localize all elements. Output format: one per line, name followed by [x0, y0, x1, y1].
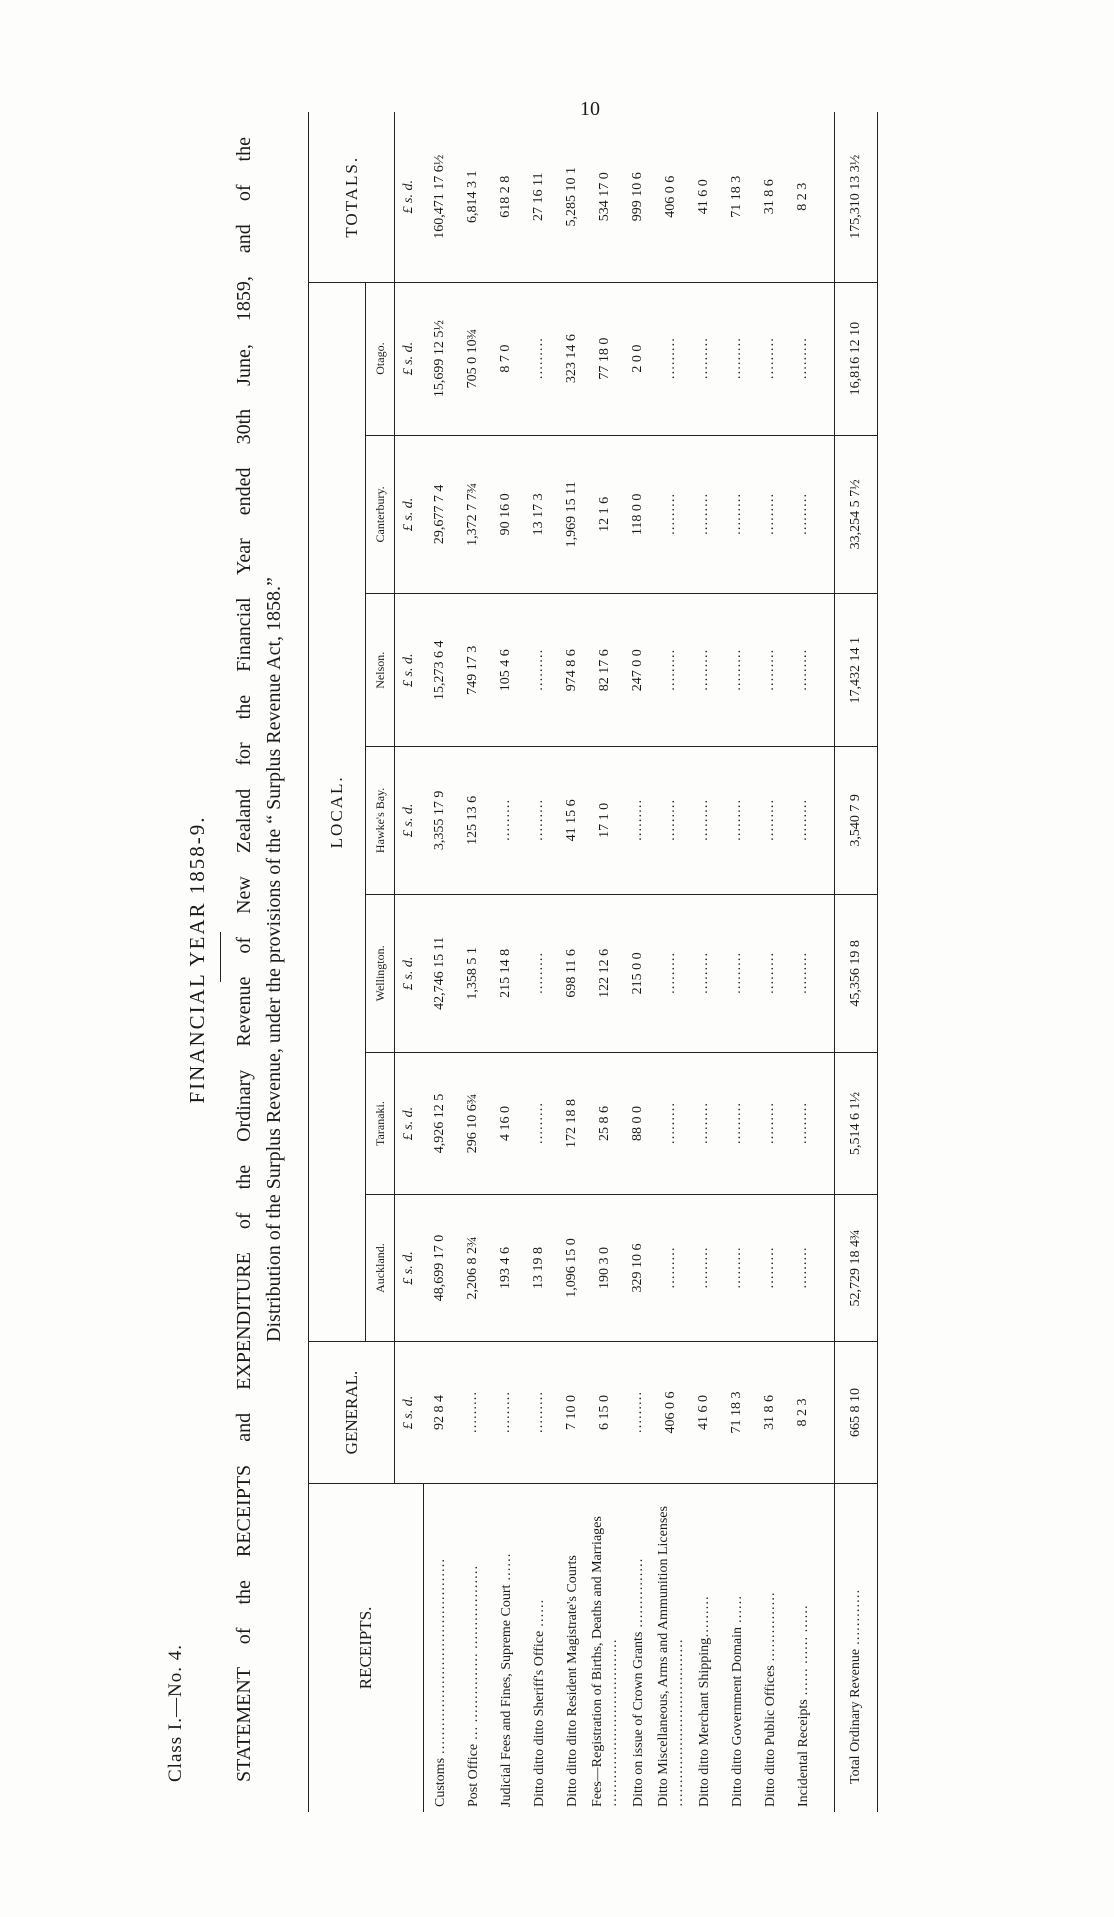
rotated-document-page	[165, 97, 965, 1822]
table-row	[655, 112, 688, 1812]
auckland-cell: 329 10 6	[622, 1194, 655, 1341]
otago-cell: ………	[688, 282, 721, 435]
wellington-cell: 42,746 15 11	[423, 894, 457, 1053]
otago-cell: 77 18 0	[589, 282, 622, 435]
statement-line-2: Distribution of the Surplus Revenue, under the provisions of the “ Surplus Revenue Act, 1858.”	[263, 577, 285, 1342]
otago-header: Otago.	[366, 282, 395, 435]
auckland-cell: 1,096 15 0	[556, 1194, 589, 1341]
auckland-cell: 48,699 17 0	[423, 1194, 457, 1341]
unit-label: £ s. d.	[401, 180, 416, 214]
spacer-row	[820, 112, 835, 1812]
auckland-cell: 190 3 0	[589, 1194, 622, 1341]
general-cell: 6 15 0	[589, 1342, 622, 1484]
totals-cell: 41 6 0	[696, 179, 711, 215]
totals-cell: 999 10 6	[630, 172, 645, 222]
totals-cell: 8 2 3	[795, 182, 810, 211]
unit-label: £ s. d.	[395, 1194, 424, 1341]
table-row	[622, 112, 655, 1812]
taranaki-cell: 172 18 8	[556, 1053, 589, 1195]
canterbury-cell: 1,969 15 11	[556, 435, 589, 594]
auckland-cell: 2,206 8 2¾	[457, 1194, 490, 1341]
unit-label: £ s. d.	[395, 435, 424, 594]
table-row	[556, 112, 589, 1812]
table-row	[423, 112, 457, 1812]
canterbury-cell: ………	[787, 435, 820, 594]
wellington-cell: ………	[787, 894, 820, 1053]
otago-cell: 8 7 0	[490, 282, 523, 435]
auckland-cell: 13 19 8	[523, 1194, 556, 1341]
otago-cell: 705 0 10¾	[457, 282, 490, 435]
nelson-cell: ………	[688, 594, 721, 747]
taranaki-cell: ………	[721, 1053, 754, 1195]
auckland-cell: ………	[688, 1194, 721, 1341]
unit-label: £ s. d.	[395, 594, 424, 747]
general-total: 665 8 10	[834, 1342, 877, 1484]
wellington-cell: ………	[688, 894, 721, 1053]
general-cell: 92 8 4	[423, 1342, 457, 1484]
taranaki-cell: 4 16 0	[490, 1053, 523, 1195]
general-cell: ………	[523, 1342, 556, 1484]
canterbury-cell: ………	[688, 435, 721, 594]
nelson-cell: ………	[787, 594, 820, 747]
canterbury-cell: ………	[721, 435, 754, 594]
canterbury-cell: ………	[655, 435, 688, 594]
hawkes-bay-header: Hawke's Bay.	[366, 747, 395, 894]
otago-cell: ………	[754, 282, 787, 435]
taranaki-cell: ………	[655, 1053, 688, 1195]
nelson-cell: 105 4 6	[490, 594, 523, 747]
totals-cell: 5,285 10 1	[564, 167, 579, 227]
grand-total: 175,310 13 3½	[834, 112, 877, 282]
totals-cell: 6,814 3 1	[465, 170, 480, 224]
hawkes-bay-cell: ………	[490, 747, 523, 894]
unit-label: £ s. d.	[395, 1342, 424, 1484]
unit-label: £ s. d.	[395, 282, 424, 435]
nelson-total: 17,432 14 1	[834, 594, 877, 747]
table-row	[754, 112, 787, 1812]
table-row	[688, 112, 721, 1812]
auckland-cell: ………	[787, 1194, 820, 1341]
row-label: Judicial Fees and Fines, Supreme Court ……	[490, 1483, 523, 1812]
row-label: Ditto ditto ditto Sheriff's Office ……	[523, 1483, 556, 1812]
nelson-header: Nelson.	[366, 594, 395, 747]
hawkes-bay-cell: 17 1 0	[589, 747, 622, 894]
otago-cell: 2 0 0	[622, 282, 655, 435]
wellington-cell: ………	[655, 894, 688, 1053]
wellington-cell: 215 0 0	[622, 894, 655, 1053]
wellington-cell: 122 12 6	[589, 894, 622, 1053]
total-row	[834, 112, 877, 1812]
auckland-cell: 193 4 6	[490, 1194, 523, 1341]
row-label: Ditto ditto Public Offices ……………	[754, 1483, 787, 1812]
taranaki-cell: ………	[754, 1053, 787, 1195]
nelson-cell: ………	[754, 594, 787, 747]
row-label: Ditto Miscellaneous, Arms and Ammunition Licenses ………………………………	[655, 1483, 688, 1812]
general-cell: ………	[622, 1342, 655, 1484]
row-label: Customs ……………………………………	[423, 1483, 457, 1812]
otago-cell: ………	[523, 282, 556, 435]
canterbury-cell: 13 17 3	[523, 435, 556, 594]
hawkes-bay-cell: ………	[688, 747, 721, 894]
otago-cell: ………	[721, 282, 754, 435]
general-cell: ………	[490, 1342, 523, 1484]
nelson-cell: 974 8 6	[556, 594, 589, 747]
hawkes-bay-cell: 41 15 6	[556, 747, 589, 894]
hawkes-bay-cell: ………	[523, 747, 556, 894]
table-row	[589, 112, 622, 1812]
table-row	[721, 112, 754, 1812]
row-label: Ditto on issue of Crown Grants ……………	[622, 1483, 655, 1812]
wellington-cell: 1,358 5 1	[457, 894, 490, 1053]
general-cell: ………	[457, 1342, 490, 1484]
otago-cell: 323 14 6	[556, 282, 589, 435]
revenue-table	[308, 112, 878, 1812]
totals-cell: 31 8 6	[762, 179, 777, 215]
auckland-total: 52,729 18 4¾	[834, 1194, 877, 1341]
row-label: Fees—Registration of Births, Deaths and Marriages ………………………………	[589, 1483, 622, 1812]
local-header: LOCAL.	[309, 282, 366, 1342]
page-number: 10	[580, 98, 600, 120]
nelson-cell: 82 17 6	[589, 594, 622, 747]
general-cell: 7 10 0	[556, 1342, 589, 1484]
wellington-header: Wellington.	[366, 894, 395, 1053]
row-label: Ditto ditto ditto Resident Magistrate's Courts	[556, 1483, 589, 1812]
totals-header: TOTALS.	[309, 112, 395, 282]
table-row	[490, 112, 523, 1812]
general-cell: 406 0 6	[655, 1342, 688, 1484]
title-divider	[220, 932, 221, 982]
nelson-cell: ………	[523, 594, 556, 747]
wellington-cell: 698 11 6	[556, 894, 589, 1053]
general-cell: 31 8 6	[754, 1342, 787, 1484]
wellington-cell: ………	[721, 894, 754, 1053]
general-cell: 8 2 3	[787, 1342, 820, 1484]
canterbury-cell: ………	[754, 435, 787, 594]
canterbury-cell: 12 1 6	[589, 435, 622, 594]
nelson-cell: 749 17 3	[457, 594, 490, 747]
general-cell: 41 6 0	[688, 1342, 721, 1484]
unit-label: £ s. d.	[395, 747, 424, 894]
otago-cell: 15,699 12 5½	[423, 282, 457, 435]
canterbury-cell: 118 0 0	[622, 435, 655, 594]
hawkes-bay-cell: ………	[787, 747, 820, 894]
row-label: Post Office … …………… ………………	[457, 1483, 490, 1812]
taranaki-cell: ………	[787, 1053, 820, 1195]
wellington-cell: 215 14 8	[490, 894, 523, 1053]
hawkes-bay-cell: 125 13 6	[457, 747, 490, 894]
taranaki-cell: ………	[523, 1053, 556, 1195]
taranaki-cell: 4,926 12 5	[423, 1053, 457, 1195]
table-row	[787, 112, 820, 1812]
totals-cell: 27 16 11	[531, 172, 546, 222]
row-label: Incidental Receipts …… …… ……	[787, 1483, 820, 1812]
hawkes-bay-total: 3,540 7 9	[834, 747, 877, 894]
taranaki-cell: 25 8 6	[589, 1053, 622, 1195]
general-header: GENERAL.	[309, 1342, 395, 1484]
taranaki-header: Taranaki.	[366, 1053, 395, 1195]
totals-cell: 406 0 6	[663, 175, 678, 218]
auckland-cell: ………	[754, 1194, 787, 1341]
row-label: Ditto ditto Merchant Shipping………	[688, 1483, 721, 1812]
nelson-cell: ………	[655, 594, 688, 747]
page-title: FINANCIAL YEAR 1858-9.	[185, 815, 209, 1104]
canterbury-cell: 29,677 7 4	[423, 435, 457, 594]
taranaki-total: 5,514 6 1½	[834, 1053, 877, 1195]
hawkes-bay-cell: ………	[754, 747, 787, 894]
canterbury-total: 33,254 5 7½	[834, 435, 877, 594]
canterbury-cell: 90 16 0	[490, 435, 523, 594]
auckland-cell: ………	[721, 1194, 754, 1341]
canterbury-cell: 1,372 7 7¾	[457, 435, 490, 594]
otago-cell: ………	[655, 282, 688, 435]
total-label: Total Ordinary Revenue …………	[834, 1483, 877, 1812]
statement-heading	[229, 137, 289, 1782]
wellington-total: 45,356 19 8	[834, 894, 877, 1053]
table-row	[457, 112, 490, 1812]
taranaki-cell: 88 0 0	[622, 1053, 655, 1195]
hawkes-bay-cell: 3,355 17 9	[423, 747, 457, 894]
nelson-cell: ………	[721, 594, 754, 747]
auckland-header: Auckland.	[366, 1194, 395, 1341]
wellington-cell: ………	[523, 894, 556, 1053]
auckland-cell: ………	[655, 1194, 688, 1341]
totals-cell: 71 18 3	[729, 175, 744, 218]
totals-cell: 534 17 0	[597, 172, 612, 222]
hawkes-bay-cell: ………	[622, 747, 655, 894]
totals-cell: 160,471 17 6½	[431, 154, 447, 239]
row-label: Ditto ditto Government Domain ……	[721, 1483, 754, 1812]
hawkes-bay-cell: ………	[655, 747, 688, 894]
statement-line-1: STATEMENT of the RECEIPTS and EXPENDITURE of the Ordinary Revenue of New Zealand for the Financial Year ended 30th June, 1859, and of the	[233, 137, 255, 1782]
nelson-cell: 247 0 0	[622, 594, 655, 747]
general-cell: 71 18 3	[721, 1342, 754, 1484]
unit-label: £ s. d.	[395, 894, 424, 1053]
wellington-cell: ………	[754, 894, 787, 1053]
class-number: Class I.—No. 4.	[165, 1644, 186, 1782]
taranaki-cell: ………	[688, 1053, 721, 1195]
unit-label: £ s. d.	[395, 1053, 424, 1195]
nelson-cell: 15,273 6 4	[423, 594, 457, 747]
taranaki-cell: 296 10 6¾	[457, 1053, 490, 1195]
totals-cell: 618 2 8	[498, 175, 513, 218]
otago-total: 16,816 12 10	[834, 282, 877, 435]
receipts-header: RECEIPTS.	[309, 1483, 424, 1812]
canterbury-header: Canterbury.	[366, 435, 395, 594]
otago-cell: ………	[787, 282, 820, 435]
hawkes-bay-cell: ………	[721, 747, 754, 894]
table-row	[523, 112, 556, 1812]
